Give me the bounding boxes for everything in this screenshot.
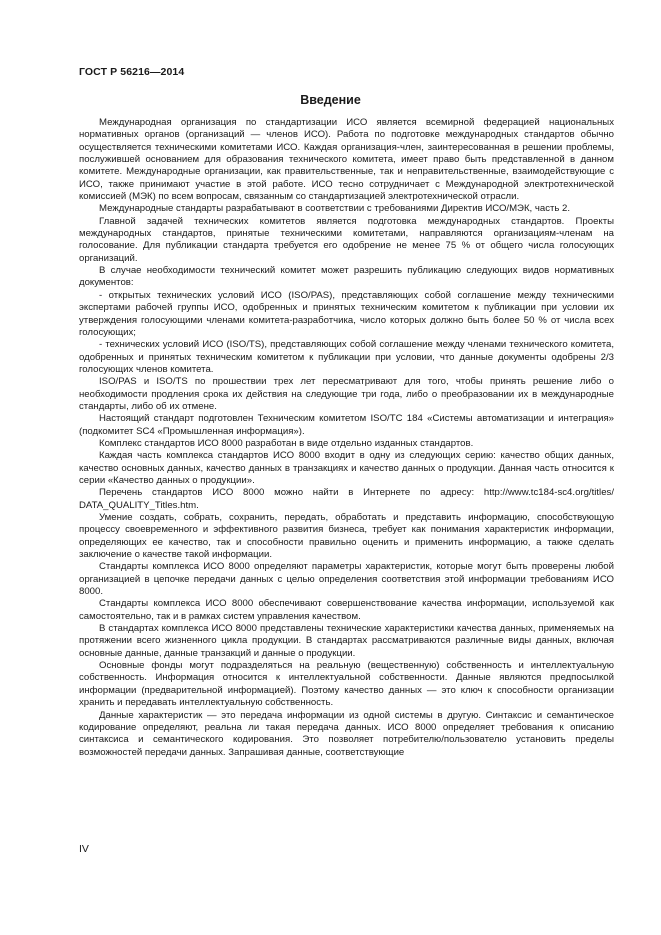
- section-title: Введение: [300, 93, 361, 107]
- paragraph: Настоящий стандарт подготовлен Техническим комитетом ISO/TC 184 «Системы автоматизации и интеграция» (подкомитет SC4 «Промышленная информация»).: [79, 413, 614, 437]
- paragraph: ISO/PAS и ISO/TS по прошествии трех лет пересматривают для того, чтобы принять решение либо о необходимости продления срока их действия на следующие три года, либо о преобразовании их в международные стандарты, либо об их отмене.: [79, 376, 614, 412]
- paragraph: В стандартах комплекса ИСО 8000 представлены технические характеристики качества данных, применяемых на протяжении всего жизненного цикла продукции. В стандартах рассматриваются различные виды данных, включая основные данные, данные транзакций и данные о продукции.: [79, 623, 614, 659]
- standard-code-header: ГОСТ Р 56216—2014: [79, 66, 185, 78]
- page-number: IV: [79, 843, 89, 855]
- paragraph: Международные стандарты разрабатывают в соответствии с требованиями Директив ИСО/МЭК, часть 2.: [99, 203, 571, 215]
- paragraph: Главной задачей технических комитетов является подготовка международных стандартов. Проекты международных стандартов, принятые техническими комитетами, направляются организациям-членам на голосование. Для публикации стандарта требуется его одобрение не менее 75 % от общего числа голосующих организаций.: [79, 215, 614, 264]
- list-item: - открытых технических условий ИСО (ISO/PAS), представляющих собой соглашение между техническими экспертами рабочей группы ИСО, одобренных и принятых техническим комитетом к публикации при условии их утверждения голосующими членами комитета-разработчика, число которых должно быть более 50 % от числа всех голосующих;: [79, 289, 614, 338]
- paragraph: Данные характеристик — это передача информации из одной системы в другую. Синтаксис и семантическое кодирование определяют, реальна ли такая передача данных. ИСО 8000 определяет требования к описанию синтаксиса и семантического кодирования. Это позволяет потребителю/пользователю установить пределы возможностей передачи данных. Запрашивая данные, соответствующие: [79, 709, 614, 758]
- paragraph: Стандарты комплекса ИСО 8000 обеспечивают совершенствование качества информации, используемой как самостоятельно, так и в рамках систем управления качеством.: [79, 598, 614, 622]
- paragraph: Перечень стандартов ИСО 8000 можно найти в Интернете по адресу: http://www.tc184-sc4.org/titles/ DATA_QUALITY_Titles.htm.: [79, 487, 614, 511]
- paragraph: Умение создать, собрать, сохранить, передать, обработать и представить информацию, способствующую процессу своевременного и эффективного развития бизнеса, требует как понимания характеристик информации, определяющих ее качество, так и способности правильно оценить и применить информацию, а также сделать заключение о качестве такой информации.: [79, 512, 614, 561]
- paragraph: Международная организация по стандартизации ИСО является всемирной федерацией национальных нормативных органов (организаций — членов ИСО). Работа по подготовке международных стандартов обычно осуществляется техническими комитетами ИСО. Каждая организация-член, заинтересованная в решении проблемы, послужившей основанием для образования технического комитета, имеет право быть представленной в данном комитете. Международные организации, как правительственные, так и неправительственные, взаимодействующие с ИСО, также принимают участие в этой работе. ИСО тесно сотрудничает с Международной электротехнической комиссией (МЭК) по всем вопросам, связанным со стандартизацией электротехнической отрасли.: [79, 117, 614, 203]
- paragraph: Каждая часть комплекса стандартов ИСО 8000 входит в одну из следующих серию: качество общих данных, качество основных данных, качество данных в транзакциях и качество данных о продукции. Данная часть относится к серии «Качество данных о продукции».: [79, 450, 614, 486]
- list-item: - технических условий ИСО (ISO/TS), представляющих собой соглашение между членами технического комитета, одобренных и принятых техническим комитетом к публикации при условии, что данные документы одобрены 2/3 голосующих членов комитета.: [79, 339, 614, 375]
- paragraph: В случае необходимости технический комитет может разрешить публикацию следующих видов нормативных документов:: [79, 265, 614, 289]
- paragraph: Стандарты комплекса ИСО 8000 определяют параметры характеристик, которые могут быть проверены любой организацией в цепочке передачи данных с целью определения соответствия этой информации требованиям ИСО 8000.: [79, 561, 614, 598]
- body-text: [79, 117, 614, 759]
- paragraph: Основные фонды могут подразделяться на реальную (вещественную) собственность и интеллектуальную собственность. Информация относится к интеллектуальной собственности. Данные являются предпосылкой информации (предварительной информацией). Поэтому качество данных — это ключ к способности организации хранить и передавать интеллектуальную собственность.: [79, 660, 614, 709]
- paragraph: Комплекс стандартов ИСО 8000 разработан в виде отдельно изданных стандартов.: [99, 437, 474, 449]
